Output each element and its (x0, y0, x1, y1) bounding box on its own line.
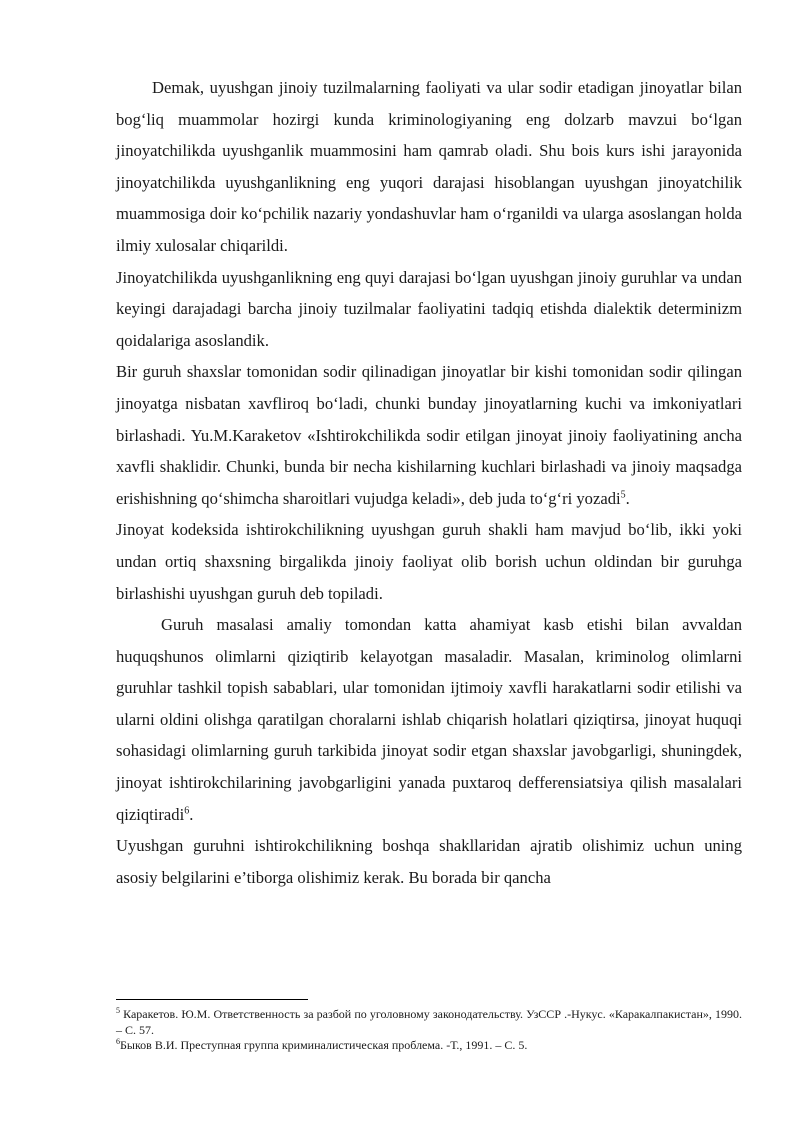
footnote-separator (116, 999, 308, 1000)
footnote-6: $^6$Быков В.И. Преступная группа криминалистическая проблема. -Т., 1991. – С. 5. (116, 1037, 528, 1053)
footnotes (116, 1007, 742, 1054)
paragraph-group-issue: Guruh masalasi amaliy tomondan katta ahamiyat kasb etishi bilan avvaldan huquqshunos olimlarni qiziqtirib kelayotgan masaladir. Masalan, kriminolog olimlarni guruhlar tashkil topish sabablari, ular tomonidan ijtimoiy xavfli harakatlarni sodir etilishi va ularni oldini olishga qaratilgan choralarni ishlab chiqarish holatlari qiziqtirsa, jinoyat huquqi sohasidagi olimlarning guruh tarkibida jinoyat sodir etgan shaxslar javobgarligi, shuningdek, jinoyat ishtirokchilarining javobgarligini yanada puxtaroq defferensiatsiya qilish masalalari qiziqtiradi$^6$. (116, 615, 742, 824)
paragraph-karaketov: Bir guruh shaxslar tomonidan sodir qilinadigan jinoyatlar bir kishi tomonidan sodir qilingan jinoyatga nisbatan xavfliroq bo‘ladi, chunki bunday jinoyatlarning kuchi va imkoniyatlari birlashadi. Yu.M.Karaketov «Ishtirokchilikda sodir etilgan jinoyat jinoiy faoliyatining ancha xavfli shaklidir. Chunki, bunda bir necha kishilarning kuchlari birlashadi va jinoiy maqsadga erishishning qo‘shimcha sharoitlari vujudga keladi», deb juda to‘g‘ri yozadi$^5$. (116, 362, 742, 508)
paragraph-dialectic: Jinoyatchilikda uyushganlikning eng quyi darajasi bo‘lgan uyushgan jinoiy guruhlar va undan keyingi darajadagi barcha jinoiy tuzilmalar faoliyatini tadqiq etishda dialektik determinizm qoidalariga asoslandik. (116, 267, 742, 350)
footnote-ref-6: 6 (184, 805, 190, 817)
paragraph-organized-group: Uyushgan guruhni ishtirokchilikning boshqa shakllaridan ajratib olishimiz uchun uning asosiy belgilarini e’tiborga olishimiz kerak. Bu borada bir qancha (116, 836, 742, 887)
footnote-5: $^5$ Каракетов. Ю.М. Ответственность за разбой по уголовному законодательству. УзССР .-Нукус. «Каракалпакистан», 1990. – С. 57. (116, 1006, 742, 1037)
body-text (116, 72, 742, 893)
paragraph-conclusion: Demak, uyushgan jinoiy tuzilmalarning faoliyati va ular sodir etadigan jinoyatlar bilan bog‘liq muammolar hozirgi kunda kriminologiyaning eng dolzarb mavzui bo‘lgan jinoyatchilikda uyushganlik muammosini ham qamrab oladi. Shu bois kurs ishi jarayonida jinoyatchilikda uyushganlikning eng yuqori darajasi hisoblangan uyushgan jinoyatchilik muammosiga doir ko‘pchilik nazariy yondashuvlar ham o‘rganildi va ularga asoslangan holda ilmiy xulosalar chiqarildi. (116, 78, 742, 255)
footnote-ref-5: 5 (620, 489, 626, 501)
paragraph-criminal-code: Jinoyat kodeksida ishtirokchilikning uyushgan guruh shakli ham mavjud bo‘lib, ikki yoki undan ortiq shaxsning birgalikda jinoiy faoliyat olib borish uchun oldindan bir guruhga birlashishi uyushgan guruh deb topiladi. (116, 520, 742, 603)
